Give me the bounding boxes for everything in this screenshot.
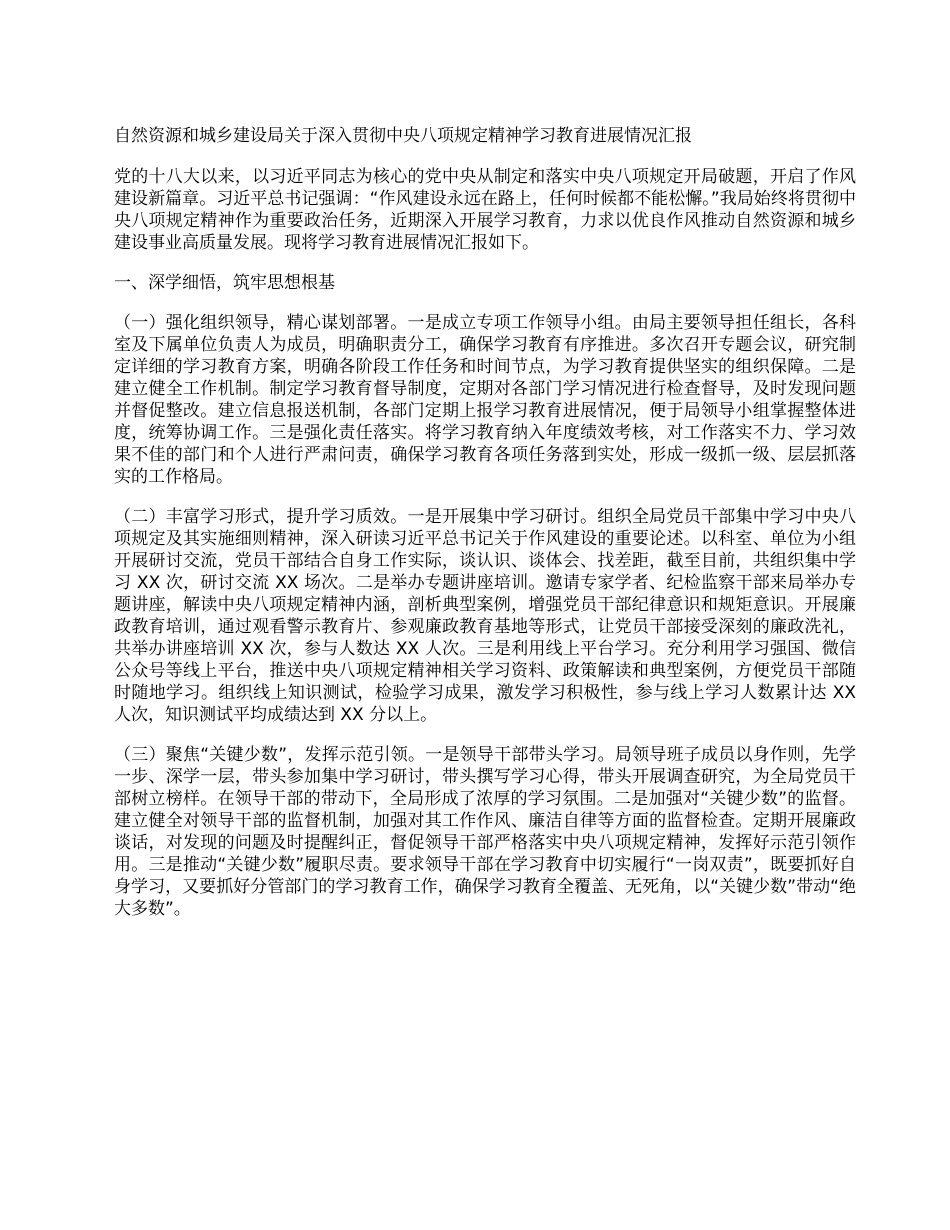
document-title: 自然资源和城乡建设局关于深入贯彻中央八项规定精神学习教育进展情况汇报 [114,126,692,146]
paragraph-learning-forms: （二）丰富学习形式，提升学习质效。一是开展集中学习研讨。组织全局党员干部集中学习中央八项规定及其实施细则精神，深入研读习近平总书记关于作风建设的重要论述。以科室、单位为小组开展研讨交流，党员干部结合自身工作实际，谈认识、谈体会、找差距，截至目前，共组织集中学习 XX 次，研讨交流 XX 场次。二是举办专题讲座培训。邀请专家学者、纪检监察干部来局举办专题讲座，解读中央八项规定精神内涵，剖析典型案例，增强党员干部纪律意识和规矩意识。开展廉政教育培训，通过观看警示教育片、参观廉政教育基地等形式，让党员干部接受深刻的廉政洗礼，共举办讲座培训 XX 次，参与人数达 XX 人次。三是利用线上平台学习。充分利用学习强国、微信公众号等线上平台，推送中央八项规定精神相关学习资料、政策解读和典型案例，方便党员干部随时随地学习。组织线上知识测试，检验学习成果，激发学习积极性，参与线上学习人数累计达 XX 人次，知识测试平均成绩达到 XX 分以上。 [114,507,856,725]
section-heading-1: 一、深学细悟，筑牢思想根基 [114,273,335,293]
intro-paragraph: 党的十八大以来，以习近平同志为核心的党中央从制定和落实中央八项规定开局破题，开启了作风建设新篇章。习近平总书记强调：“作风建设永远在路上，任何时候都不能松懈。”我局始终将贯彻中央八项规定精神作为重要政治任务，近期深入开展学习教育，力求以优良作风推动自然资源和城乡建设事业高质量发展。现将学习教育进展情况汇报如下。 [114,167,856,253]
paragraph-key-minority: （三）聚焦“关键少数”，发挥示范引领。一是领导干部带头学习。局领导班子成员以身作则，先学一步、深学一层，带头参加集中学习研讨，带头撰写学习心得，带头开展调查研究，为全局党员干部树立榜样。在领导干部的带动下，全局形成了浓厚的学习氛围。二是加强对“关键少数”的监督。建立健全对领导干部的监督机制，加强对其工作作风、廉洁自律等方面的监督检查。定期开展廉政谈话，对发现的问题及时提醒纠正，督促领导干部严格落实中央八项规定精神，发挥好示范引领作用。三是推动“关键少数”履职尽责。要求领导干部在学习教育中切实履行“一岗双责”，既要抓好自身学习，又要抓好分管部门的学习教育工作，确保学习教育全覆盖、无死角，以“关键少数”带动“绝大多数”。 [114,745,856,919]
paragraph-organization: （一）强化组织领导，精心谋划部署。一是成立专项工作领导小组。由局主要领导担任组长，各科室及下属单位负责人为成员，明确职责分工，确保学习教育有序推进。多次召开专题会议，研究制定详细的学习教育方案，明确各阶段工作任务和时间节点，为学习教育提供坚实的组织保障。二是建立健全工作机制。制定学习教育督导制度，定期对各部门学习情况进行检查督导，及时发现问题并督促整改。建立信息报送机制，各部门定期上报学习教育进展情况，便于局领导小组掌握整体进度，统筹协调工作。三是强化责任落实。将学习教育纳入年度绩效考核，对工作落实不力、学习效果不佳的部门和个人进行严肃问责，确保学习教育各项任务落到实处，形成一级抓一级、层层抓落实的工作格局。 [114,313,856,487]
